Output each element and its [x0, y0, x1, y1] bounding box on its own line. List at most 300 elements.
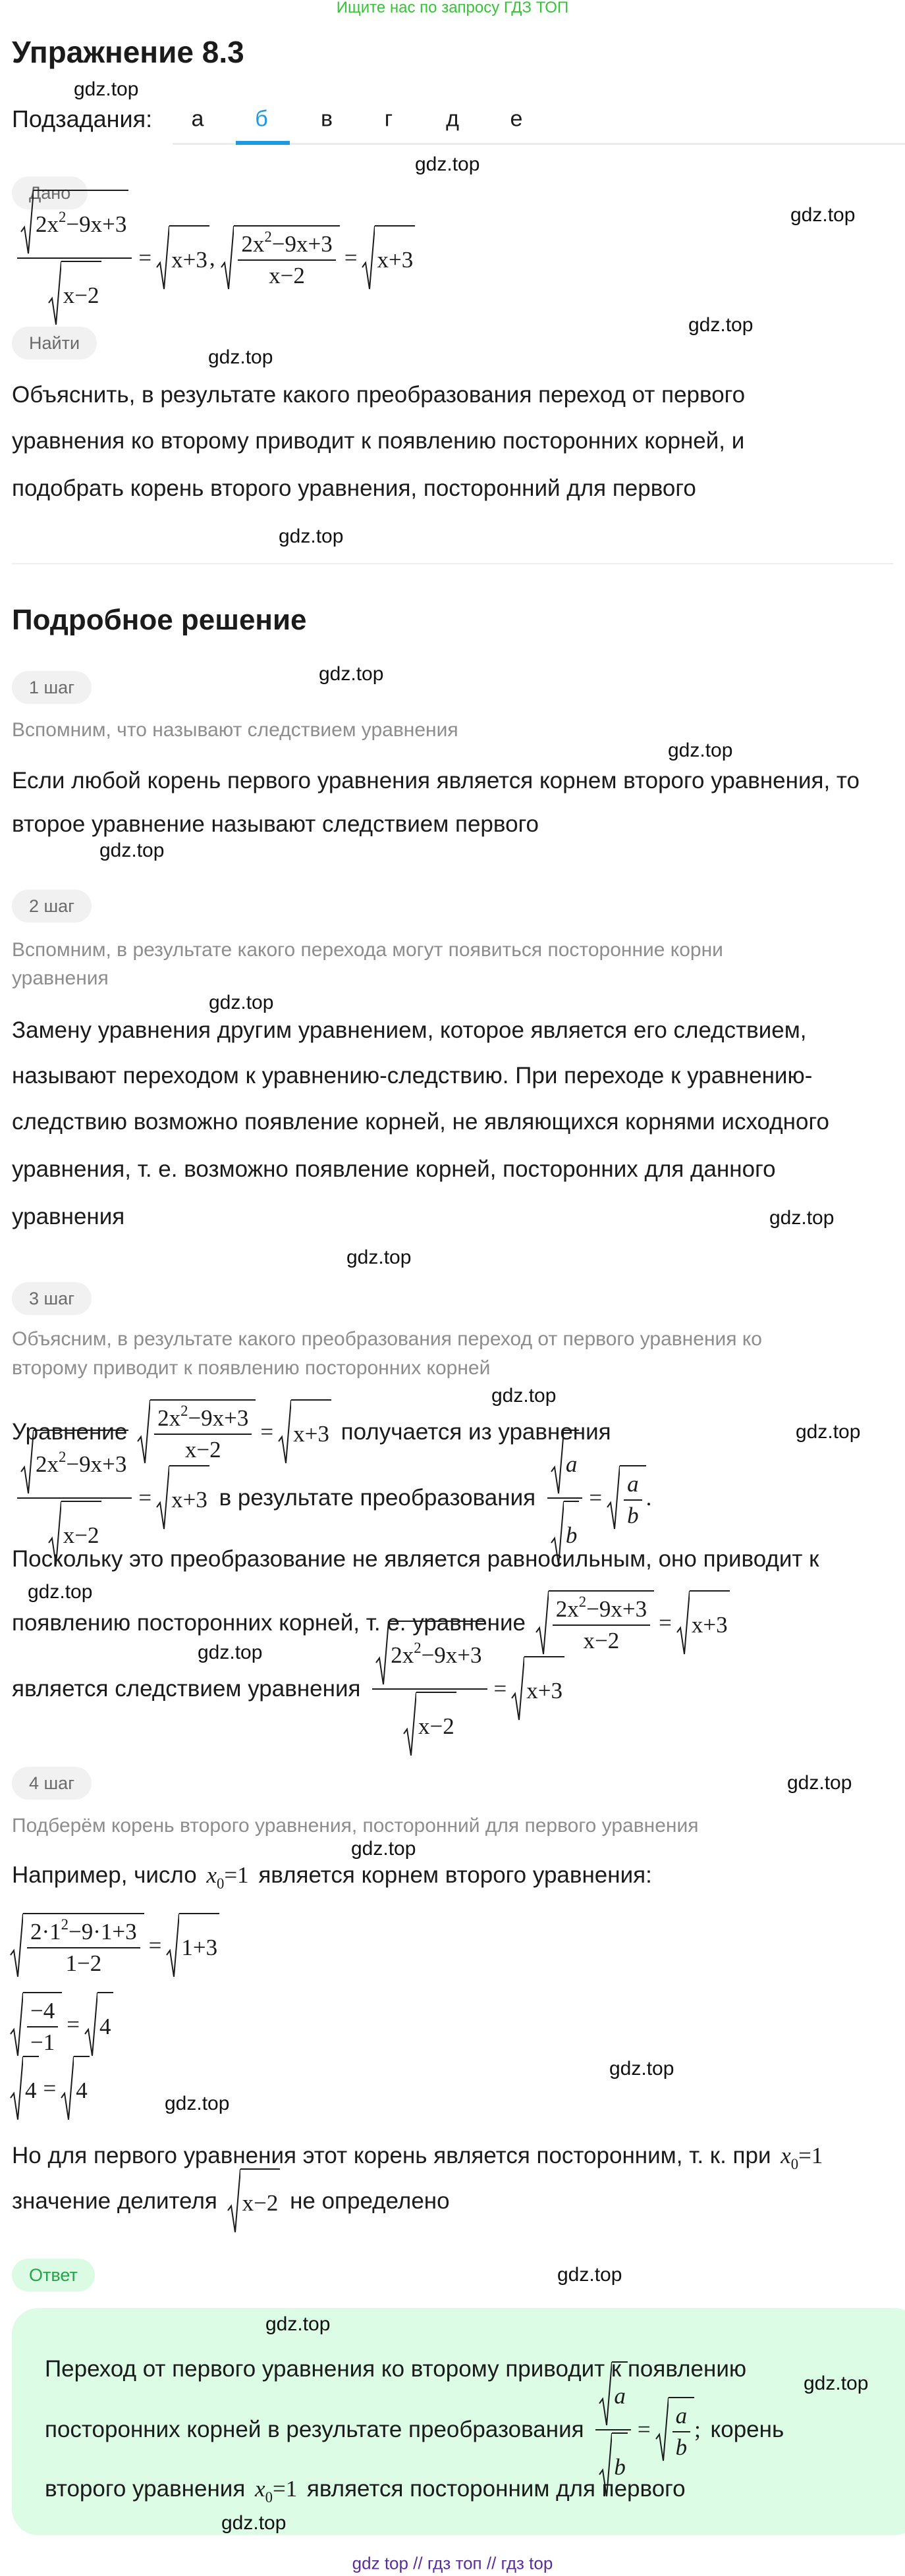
math-text: 4 [99, 2013, 111, 2039]
radicand [169, 1465, 209, 1531]
given-badge: Дано [12, 176, 88, 209]
math-row [566, 1451, 578, 1478]
math-row [171, 1487, 207, 1513]
step-4-equation [7, 1992, 117, 2058]
watermark: gdz.top [491, 1385, 557, 1407]
watermark: gdz.top [221, 2512, 287, 2534]
math-row [781, 2143, 823, 2172]
math-fraction [27, 1998, 58, 2056]
math-row [676, 2434, 688, 2461]
math-text: 2x [391, 1642, 414, 1668]
fraction-numerator [27, 1998, 58, 2027]
page-title: Упражнение 8.3 [12, 35, 244, 69]
math-row [30, 2029, 55, 2056]
text-segment: значение делителя [12, 2188, 224, 2214]
math-sqrt [48, 261, 101, 327]
text-segment: является посторонним для первого [300, 2476, 686, 2502]
math-row [566, 1522, 578, 1549]
radicand [389, 1621, 483, 1686]
math-expression [15, 190, 415, 327]
solution-title: Подробное решение [12, 604, 307, 636]
math-sqrt [10, 1992, 62, 2058]
radicand [375, 225, 415, 291]
math-variable: x [206, 1862, 217, 1888]
math-row [206, 1862, 249, 1892]
active-tab-indicator [236, 141, 290, 145]
radical-sign-icon [156, 225, 169, 291]
step-4-badge: 4 шаг [12, 1767, 92, 1800]
find-text-line: Объяснить, в результате какого преобразования переход от первого [12, 382, 746, 408]
watermark: gdz.top [198, 1642, 263, 1663]
radicand [690, 1590, 730, 1656]
math-text: ; [694, 2417, 701, 2442]
step-4-hint: Подберём корень второго уравнения, посторонний для первого уравнения [12, 1815, 699, 1837]
math-text: x+3 [377, 246, 414, 273]
math-fraction [27, 1916, 140, 1977]
text-segment: второго уравнения [45, 2476, 252, 2502]
math-row [627, 1503, 639, 1529]
math-expression [10, 2056, 90, 2122]
math-row [269, 263, 305, 289]
radical-sign-icon [10, 2056, 23, 2122]
watermark: gdz.top [99, 840, 165, 861]
fraction-denominator [580, 1626, 623, 1654]
math-expression [370, 1621, 564, 1758]
math-fraction [238, 228, 335, 289]
text-segment: корень [703, 2417, 784, 2442]
math-text: 4 [76, 2077, 88, 2103]
fraction-denominator [672, 2432, 691, 2461]
fraction-numerator [17, 190, 132, 259]
radicand [564, 1430, 580, 1495]
math-row [99, 2014, 111, 2040]
fraction-numerator [547, 1430, 583, 1499]
math-row [181, 1935, 217, 1961]
watermark: gdz.top [319, 663, 384, 685]
watermark: gdz.top [769, 1207, 835, 1229]
math-row [692, 1612, 728, 1638]
math-row [551, 1430, 580, 1495]
footer-links[interactable]: gdz top // гдз топ // гдз top [352, 2553, 553, 2573]
radicand [612, 2361, 628, 2427]
math-text: −9x+3 [188, 1405, 249, 1431]
text-segment: Но для первого уравнения этот корень является посторонним, т. к. при [12, 2143, 778, 2168]
math-row [30, 1998, 55, 2024]
math-variable: a [675, 2402, 688, 2428]
math-text: =1 [798, 2143, 823, 2168]
watermark: gdz.top [787, 1772, 852, 1794]
watermark: gdz.top [668, 739, 733, 761]
math-row [255, 2476, 298, 2506]
math-variable: b [627, 1502, 639, 1528]
math-operator: = [260, 1419, 274, 1445]
math-subscript: 0 [790, 2156, 799, 2172]
math-variable: b [675, 2434, 688, 2460]
math-sqrt [551, 1430, 580, 1495]
math-operator: = [43, 2076, 57, 2101]
math-row [157, 1402, 249, 1432]
math-sqrt [10, 1913, 144, 1979]
math-row [403, 1692, 456, 1758]
fraction-numerator [17, 1430, 132, 1499]
step-2-line: Замену уравнения другим уравнением, которое является его следствием, [12, 1017, 807, 1043]
radical-sign-icon [362, 225, 375, 291]
math-expression [255, 2476, 298, 2506]
math-sqrt [221, 225, 339, 291]
math-row [76, 2078, 88, 2104]
math-text: x−2 [242, 2189, 279, 2216]
text-segment: Уравнение [12, 1419, 134, 1445]
math-variable: b [565, 1522, 578, 1548]
step-4-line [12, 2168, 450, 2234]
math-text: 2x [36, 211, 59, 237]
math-row [370, 1621, 564, 1758]
math-expression [206, 1862, 249, 1892]
math-text: 2x [555, 1596, 579, 1622]
radical-sign-icon [375, 1621, 389, 1686]
step-2-hint: уравнения [12, 967, 109, 989]
math-operator: = [138, 245, 152, 271]
watermark: gdz.top [415, 153, 480, 175]
math-text: x−2 [583, 1627, 620, 1653]
step-4-line [12, 1862, 652, 1892]
math-text: 2x [241, 230, 265, 257]
math-text: −9x+3 [66, 1451, 127, 1477]
math-variable: x [781, 2143, 791, 2168]
math-row [36, 1448, 127, 1478]
math-sqrt [84, 1992, 113, 2058]
radicand [169, 225, 209, 291]
math-row [241, 228, 333, 257]
math-text: x−2 [269, 262, 305, 288]
math-variable: x [255, 2476, 265, 2502]
radicand [234, 225, 339, 291]
math-text: x+3 [526, 1677, 563, 1704]
math-text: , [209, 245, 221, 271]
math-row [676, 2403, 688, 2429]
math-sqrt [655, 2397, 695, 2463]
radical-sign-icon [84, 1992, 97, 2058]
math-row [375, 1621, 483, 1686]
watermark: gdz.top [279, 525, 344, 547]
fraction-denominator [27, 2027, 58, 2056]
radicand [416, 1692, 456, 1758]
math-sqrt [20, 1430, 128, 1495]
math-text: −9x+3 [586, 1596, 647, 1622]
fraction-denominator [45, 259, 105, 327]
tab-v[interactable]: в [320, 106, 333, 132]
fraction-numerator [595, 2361, 631, 2430]
math-expression [10, 1913, 219, 1979]
math-row [20, 190, 128, 255]
step-2-badge: 2 шаг [12, 890, 92, 923]
answer-badge: Ответ [12, 2259, 95, 2292]
math-variable: a [565, 1451, 578, 1477]
math-text: =1 [272, 2476, 298, 2502]
step-2-line: следствию возможно появление корней, не являющихся корнями исходного [12, 1109, 829, 1135]
watermark: gdz.top [790, 204, 856, 226]
math-sqrt [676, 1590, 730, 1656]
subtasks-label: Подзадания: [12, 105, 153, 132]
radical-sign-icon [20, 190, 34, 255]
math-text: x−2 [63, 282, 99, 308]
math-text: x−2 [184, 1436, 221, 1462]
math-row [236, 228, 337, 289]
answer-line [45, 2476, 686, 2506]
watermark: gdz.top [609, 2058, 674, 2080]
math-text: . [645, 1485, 652, 1511]
math-expression [781, 2143, 823, 2172]
watermark: gdz.top [351, 1838, 416, 1860]
watermark: gdz.top [208, 346, 273, 368]
watermark: gdz.top [28, 1581, 93, 1603]
math-text: x+3 [691, 1611, 728, 1638]
step-2-line: уравнения [12, 1204, 125, 1229]
text-segment: Поскольку это преобразование не является равносильным, оно приводит к [12, 1546, 819, 1572]
tab-g[interactable]: г [384, 106, 393, 132]
math-text: 1−2 [65, 1950, 102, 1976]
search-banner[interactable]: Ищите нас по запросу ГДЗ ТОП [336, 0, 569, 16]
math-text: −9x+3 [271, 230, 333, 257]
math-row [555, 1593, 647, 1623]
tab-d[interactable]: д [446, 106, 459, 132]
math-operator: = [659, 1610, 672, 1636]
math-text: −1 [30, 2029, 55, 2055]
math-text: −9·1+3 [69, 1918, 137, 1945]
math-text: x+3 [293, 1420, 329, 1447]
step-3-hint: Объясним, в результате какого преобразования переход от первого уравнения ко [12, 1328, 762, 1350]
math-row [10, 1913, 219, 1979]
watermark: gdz.top [165, 2093, 230, 2114]
math-row [25, 1998, 60, 2056]
radical-sign-icon [166, 1913, 179, 1979]
math-row [584, 1628, 620, 1654]
math-fraction [372, 1621, 487, 1758]
text-segment: является следствием уравнения [12, 1676, 368, 1702]
find-text-line: подобрать корень второго уравнения, посторонний для первого [12, 475, 696, 501]
radical-sign-icon [10, 1992, 23, 2058]
radical-sign-icon [20, 1430, 34, 1495]
math-sqrt [599, 2361, 628, 2427]
math-row [391, 1639, 482, 1669]
step-4-equation [7, 1913, 223, 1979]
math-sqrt [607, 1465, 646, 1531]
watermark: gdz.top [557, 2264, 622, 2286]
math-row [65, 1950, 101, 1977]
tab-e[interactable]: е [510, 106, 523, 132]
step-2-line: называют переходом к уравнению-следствию. При переходе к уравнению- [12, 1063, 813, 1088]
math-row [25, 2078, 37, 2104]
watermark: gdz.top [346, 1247, 412, 1268]
math-row [671, 2403, 693, 2461]
math-operator: = [148, 1933, 162, 1958]
math-fraction [624, 1471, 642, 1529]
watermark: gdz.top [265, 2313, 331, 2335]
math-text: x−2 [418, 1713, 454, 1739]
fraction-denominator [265, 261, 308, 289]
math-row [622, 1471, 644, 1529]
radical-sign-icon [607, 1465, 620, 1531]
math-text: −9x+3 [66, 211, 127, 237]
math-variable: a [627, 1470, 639, 1497]
math-expression [10, 1992, 113, 2058]
math-expression [227, 2168, 281, 2234]
step-2-line: уравнения, т. е. возможно появление корней, посторонних для данного [12, 1156, 776, 1182]
math-row [30, 1916, 137, 1945]
tab-b[interactable]: б [255, 106, 268, 132]
radicand [669, 2397, 695, 2463]
text-segment: не определено [283, 2188, 450, 2214]
math-sqrt [10, 2056, 39, 2122]
radicand [23, 1992, 62, 2058]
radical-sign-icon [156, 1465, 169, 1531]
math-row [15, 190, 415, 327]
math-row [418, 1713, 454, 1740]
math-superscript: 2 [61, 1916, 69, 1933]
fraction-denominator [62, 1948, 105, 1977]
math-subscript: 0 [265, 2489, 273, 2506]
math-row [63, 282, 99, 309]
math-text: −9x+3 [421, 1642, 482, 1668]
step-1-line: Если любой корень первого уравнения является корнем второго уравнения, то [12, 768, 860, 793]
radical-sign-icon [403, 1692, 416, 1758]
fraction-numerator [672, 2403, 691, 2432]
fraction-numerator [238, 228, 335, 261]
radicand [23, 2056, 39, 2122]
step-1-badge: 1 шаг [12, 671, 92, 704]
radicand [179, 1913, 219, 1979]
math-row [614, 2383, 626, 2409]
watermark: gdz.top [804, 2373, 869, 2394]
find-badge: Найти [12, 327, 97, 360]
radical-sign-icon [511, 1656, 524, 1722]
math-text: 2x [36, 1451, 59, 1477]
math-superscript: 2 [59, 208, 67, 225]
text-segment: в результате преобразования [212, 1485, 542, 1511]
radical-sign-icon [227, 2168, 240, 2234]
math-sqrt [403, 1692, 456, 1758]
math-text: x−2 [63, 1522, 99, 1548]
fraction-numerator [27, 1916, 140, 1948]
math-text: −4 [30, 1997, 55, 2024]
radicand [23, 1913, 144, 1979]
radicand [74, 2056, 90, 2122]
math-superscript: 2 [264, 228, 272, 245]
step-3-line [12, 1621, 568, 1758]
radicand [240, 2168, 281, 2234]
radical-sign-icon [10, 1913, 23, 1979]
math-operator: = [344, 245, 358, 271]
math-row [48, 261, 101, 327]
text-segment: появлению посторонних корней, т. е. уравнение [12, 1610, 532, 1636]
math-text: x+3 [171, 1486, 207, 1513]
section-divider [12, 563, 893, 564]
math-sqrt [362, 225, 415, 291]
radical-sign-icon [221, 225, 234, 291]
math-operator: = [138, 1485, 152, 1511]
math-sqrt [156, 1465, 209, 1531]
math-text: =1 [224, 1862, 249, 1888]
math-superscript: 2 [578, 1593, 587, 1610]
math-text: 2·1 [30, 1918, 61, 1945]
math-operator: = [67, 2012, 80, 2037]
math-row [599, 2361, 628, 2427]
watermark: gdz.top [74, 78, 139, 100]
math-sqrt [20, 190, 128, 255]
math-variable: b [614, 2454, 626, 2480]
math-row [63, 1522, 99, 1549]
math-text: 1+3 [181, 1934, 218, 1960]
math-subscript: 0 [217, 1875, 225, 1892]
math-operator: = [637, 2417, 651, 2442]
math-sqrt [156, 225, 209, 291]
watermark: gdz.top [209, 992, 274, 1013]
radicand [61, 261, 101, 327]
given-equation [12, 190, 418, 327]
fraction-numerator [624, 1471, 642, 1501]
watermark: gdz.top [688, 314, 754, 336]
radicand [34, 1430, 128, 1495]
step-3-hint: второму приводит к появлению посторонних корней [12, 1357, 491, 1379]
radical-sign-icon [599, 2361, 612, 2427]
math-superscript: 2 [59, 1448, 67, 1465]
text-segment: посторонних корней в результате преобразования [45, 2417, 591, 2442]
find-text-line: уравнения ко второму приводит к появлению посторонних корней, и [12, 428, 745, 454]
math-row [36, 208, 127, 238]
math-sqrt [166, 1913, 219, 1979]
math-text: 2x [157, 1405, 181, 1431]
step-3-badge: 3 шаг [12, 1282, 92, 1315]
math-text: x+3 [171, 246, 207, 273]
fraction-denominator [400, 1690, 460, 1758]
step-1-line: второе уравнение называют следствием первого [12, 811, 539, 837]
text-segment: получается из уравнения [334, 1419, 611, 1445]
math-row [627, 1471, 639, 1497]
step-3-line [12, 1546, 819, 1572]
radical-sign-icon [551, 1430, 564, 1495]
radical-sign-icon [48, 261, 61, 327]
radicand [34, 190, 128, 255]
math-row [25, 1916, 142, 1977]
step-4-equation [7, 2056, 93, 2122]
step-2-hint: Вспомним, в результате какого перехода могут появиться посторонние корни [12, 939, 723, 961]
fraction-numerator [372, 1621, 487, 1690]
step-4-line [12, 2143, 826, 2172]
radicand [524, 1656, 564, 1722]
math-row [10, 2056, 90, 2122]
math-sqrt [375, 1621, 483, 1686]
math-row [10, 1992, 113, 2058]
math-superscript: 2 [414, 1639, 422, 1656]
math-superscript: 2 [180, 1402, 188, 1419]
text-segment: Например, число [12, 1862, 204, 1888]
radicand [97, 1992, 113, 2058]
math-row [20, 1430, 128, 1495]
fraction-denominator [624, 1501, 642, 1529]
radical-sign-icon [655, 2397, 669, 2463]
math-text: 4 [25, 2077, 37, 2103]
math-row [227, 2168, 281, 2234]
watermark: gdz.top [796, 1421, 861, 1443]
step-1-hint: Вспомним, что называют следствием уравнения [12, 719, 458, 741]
text-segment: Переход от первого уравнения ко второму приводит к появлению [45, 2356, 747, 2382]
math-row [242, 2190, 279, 2216]
math-row [171, 247, 207, 273]
math-row [377, 247, 413, 273]
math-operator: = [493, 1676, 507, 1702]
tab-a[interactable]: а [191, 106, 204, 132]
text-segment: является корнем второго уравнения: [252, 1862, 652, 1888]
